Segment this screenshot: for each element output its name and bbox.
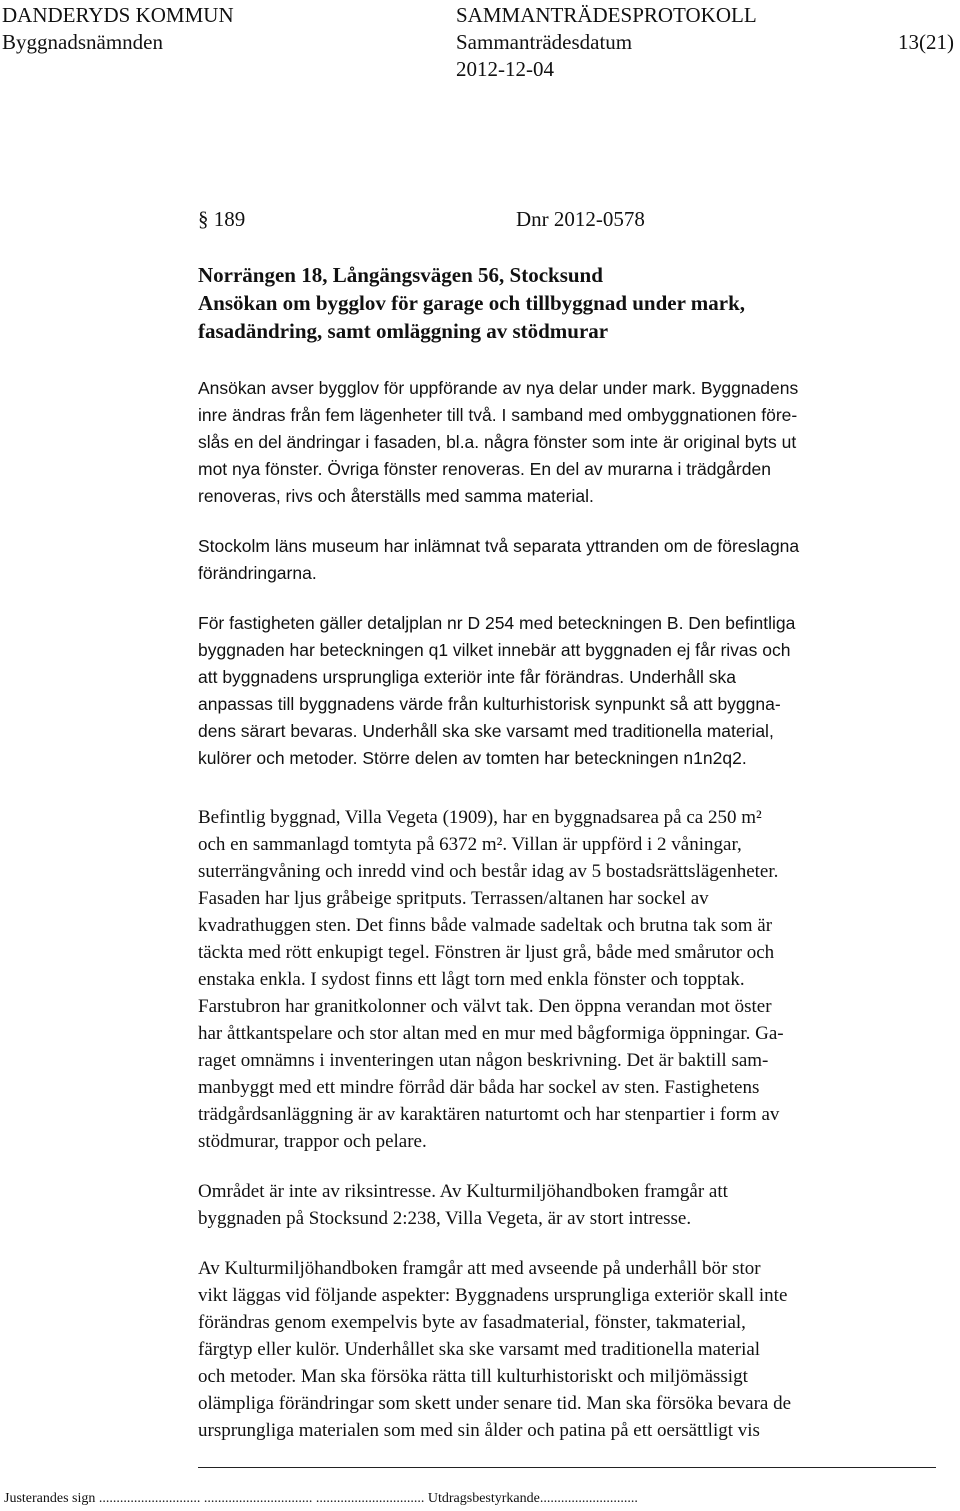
- text-line: kulörer och metoder. Större delen av tomten har beteckningen n1n2q2.: [198, 748, 747, 768]
- text-line: stödmurar, trappor och pelare.: [198, 1131, 427, 1152]
- text-line: Stockolm läns museum har inlämnat två separata yttranden om de föreslagna: [198, 536, 800, 556]
- text-line: och en sammanlagd tomtyta på 6372 m². Villan är uppförd i 2 våningar,: [198, 834, 742, 855]
- paragraph-existing-building: [198, 804, 938, 1155]
- case-description: [198, 375, 938, 795]
- footer-divider: [198, 1467, 936, 1468]
- meeting-date: 2012-12-04: [456, 57, 554, 81]
- text-line: har åttkantspelare och stor altan med en mur med bågformiga öppningar. Ga-: [198, 1023, 784, 1044]
- text-line: trädgårdsanläggning är av karaktären naturtomt och har stenpartier i form av: [198, 1104, 780, 1125]
- text-line: dens särart bevaras. Underhåll ska ske varsamt med traditionella material,: [198, 721, 774, 741]
- text-line: Befintlig byggnad, Villa Vegeta (1909), har en byggnadsarea på ca 250 m²: [198, 807, 762, 828]
- text-line: vikt läggas vid följande aspekter: Byggnadens ursprungliga exteriör skall inte: [198, 1285, 788, 1306]
- text-line: renoveras, rivs och återställs med samma material.: [198, 486, 594, 506]
- title-line: Norrängen 18, Långängsvägen 56, Stocksund: [198, 263, 603, 287]
- board-name: Byggnadsnämnden: [2, 30, 163, 54]
- text-line: att byggnadens ursprungliga exteriör inte får förändras. Underhåll ska: [198, 667, 736, 687]
- text-line: Fasaden har ljus gråbeige spritputs. Terrassen/altanen har sockel av: [198, 888, 709, 909]
- text-line: och metoder. Man ska försöka rätta till kulturhistoriskt och miljömässigt: [198, 1366, 748, 1387]
- text-line: kvadrathuggen sten. Det finns både valmade sadeltak och brutna tak som är: [198, 915, 773, 936]
- title-line: fasadändring, samt omläggning av stödmurar: [198, 319, 609, 343]
- section-number: § 189: [198, 207, 246, 231]
- signature-footer: Justerandes sign ............................. ............................... ............................... Utdragsbestyrkande............................: [4, 1491, 638, 1506]
- text-line: Området är inte av riksintresse. Av Kulturmiljöhandboken framgår att: [198, 1181, 728, 1202]
- text-line: Ansökan avser bygglov för uppförande av nya delar under mark. Byggnadens: [198, 378, 799, 398]
- text-line: ursprungliga materialen som med sin ålder och patina på ett oersättligt vis: [198, 1420, 760, 1441]
- case-number: Dnr 2012-0578: [516, 207, 645, 231]
- text-line: För fastigheten gäller detaljplan nr D 254 med beteckningen B. Den befintliga: [198, 613, 796, 633]
- text-line: byggnaden har beteckningen q1 vilket innebär att byggnaden ej får rivas och: [198, 640, 791, 660]
- paragraph-application: [198, 375, 938, 510]
- text-line: Av Kulturmiljöhandboken framgår att med avseende på underhåll bör stor: [198, 1258, 761, 1279]
- text-line: slås en del ändringar i fasaden, bl.a. några fönster som inte är original byts ut: [198, 432, 797, 452]
- page-number: 13(21): [898, 30, 954, 54]
- paragraph-maintenance: [198, 1255, 938, 1444]
- text-line: inre ändras från fem lägenheter till två. I samband med ombyggnationen före-: [198, 405, 798, 425]
- text-line: Farstubron har granitkolonner och välvt tak. Den öppna verandan mot öster: [198, 996, 772, 1017]
- municipality-name: DANDERYDS KOMMUN: [2, 3, 234, 27]
- text-line: täckta med rött enkupigt tegel. Fönstren är ljust grå, både med smårutor och: [198, 942, 775, 963]
- text-line: förändringarna.: [198, 563, 317, 583]
- text-line: suterrängvåning och inredd vind och består idag av 5 bostadsrättslägenheter.: [198, 861, 779, 882]
- text-line: mot nya fönster. Övriga fönster renoveras. En del av murarna i trädgården: [198, 459, 771, 479]
- building-description: [198, 804, 938, 1467]
- title-line: Ansökan om bygglov för garage och tillbyggnad under mark,: [198, 291, 746, 315]
- paragraph-national-interest: [198, 1178, 938, 1232]
- document-type: SAMMANTRÄDESPROTOKOLL: [456, 3, 757, 27]
- paragraph-detail-plan: [198, 610, 938, 772]
- case-title: [198, 261, 745, 345]
- text-line: byggnaden på Stocksund 2:238, Villa Vegeta, är av stort intresse.: [198, 1208, 692, 1229]
- meeting-date-label: Sammanträdesdatum: [456, 30, 633, 54]
- text-line: enstaka enkla. I sydost finns ett lågt torn med enkla fönster och topptak.: [198, 969, 745, 990]
- text-line: manbyggt med ett mindre förråd där båda har sockel av sten. Fastighetens: [198, 1077, 760, 1098]
- text-line: raget omnämns i inventeringen utan någon beskrivning. Det är baktill sam-: [198, 1050, 769, 1071]
- paragraph-museum: [198, 533, 938, 587]
- text-line: olämpliga förändringar som skett under senare tid. Man ska försöka bevara de: [198, 1393, 792, 1414]
- text-line: förändras genom exempelvis byte av fasadmaterial, fönster, takmaterial,: [198, 1312, 746, 1333]
- text-line: anpassas till byggnadens värde från kulturhistorisk synpunkt så att byggna-: [198, 694, 781, 714]
- text-line: färgtyp eller kulör. Underhållet ska ske varsamt med traditionella material: [198, 1339, 761, 1360]
